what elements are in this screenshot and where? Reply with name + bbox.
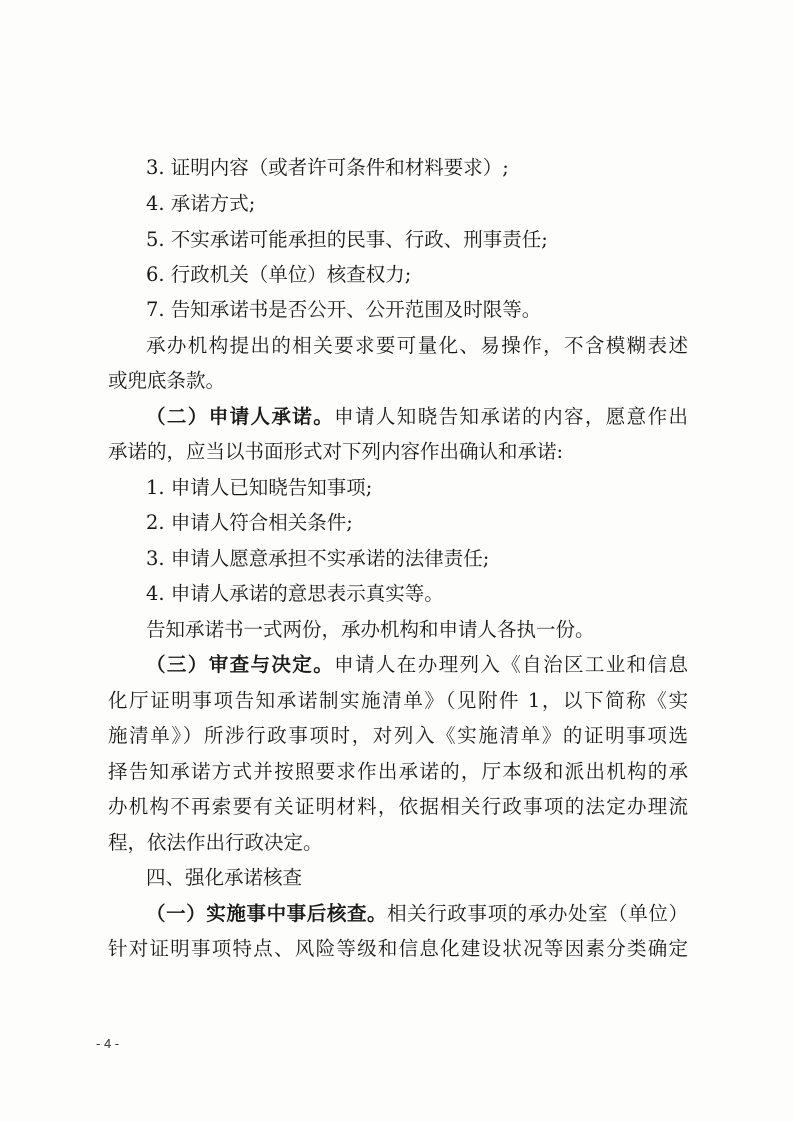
chapter-heading: 四、强化承诺核查 xyxy=(146,866,303,889)
paragraph-line: 办机构不再索要有关证明材料，依据相关行政事项的法定办理流 xyxy=(108,795,688,818)
section-heading: （二）申请人承诺。 xyxy=(146,405,335,428)
paragraph-line: 程，依法作出行政决定。 xyxy=(108,831,323,854)
paragraph-text: 申请人在办理列入《自治区工业和信息 xyxy=(334,653,688,676)
paragraph-line: 化厅证明事项告知承诺制实施清单》（见附件 1，以下简称《实 xyxy=(108,689,688,712)
paragraph-line: 承办机构提出的相关要求要可量化、易操作，不含模糊表述 xyxy=(146,334,688,357)
list-item: 3. 证明内容（或者许可条件和材料要求）; xyxy=(146,156,509,179)
list-item: 3. 申请人愿意承担不实承诺的法律责任; xyxy=(146,547,490,570)
list-item: 4. 申请人承诺的意思表示真实等。 xyxy=(146,582,444,605)
list-item: 2. 申请人符合相关条件; xyxy=(146,511,353,534)
list-item: 6. 行政机关（单位）核查权力; xyxy=(146,263,412,286)
list-item: 4. 承诺方式; xyxy=(146,192,256,215)
paragraph-text: 申请人知晓告知承诺的内容，愿意作出 xyxy=(334,405,688,428)
paragraph-line: 告知承诺书一式两份，承办机构和申请人各执一份。 xyxy=(146,618,595,641)
paragraph-line: 或兜底条款。 xyxy=(108,369,226,392)
list-item: 5. 不实承诺可能承担的民事、行政、刑事责任; xyxy=(146,228,548,251)
paragraph-line xyxy=(146,653,688,677)
page-number: - 4 - xyxy=(96,1036,120,1051)
paragraph-line: 施清单》）所涉行政事项时，对列入《实施清单》的证明事项选 xyxy=(108,724,688,747)
section-heading: （一）实施事中事后核查。 xyxy=(146,902,388,925)
paragraph-line xyxy=(146,902,688,926)
paragraph-text: 相关行政事项的承办处室（单位） xyxy=(387,902,688,925)
section-heading: （三）审查与决定。 xyxy=(146,653,335,676)
list-item: 7. 告知承诺书是否公开、公开范围及时限等。 xyxy=(146,298,542,321)
paragraph-line: 承诺的，应当以书面形式对下列内容作出确认和承诺: xyxy=(108,440,564,463)
paragraph-line xyxy=(146,405,688,429)
paragraph-line: 针对证明事项特点、风险等级和信息化建设状况等因素分类确定 xyxy=(108,937,688,960)
list-item: 1. 申请人已知晓告知事项; xyxy=(146,476,373,499)
paragraph-line: 择告知承诺方式并按照要求作出承诺的，厅本级和派出机构的承 xyxy=(108,760,688,783)
